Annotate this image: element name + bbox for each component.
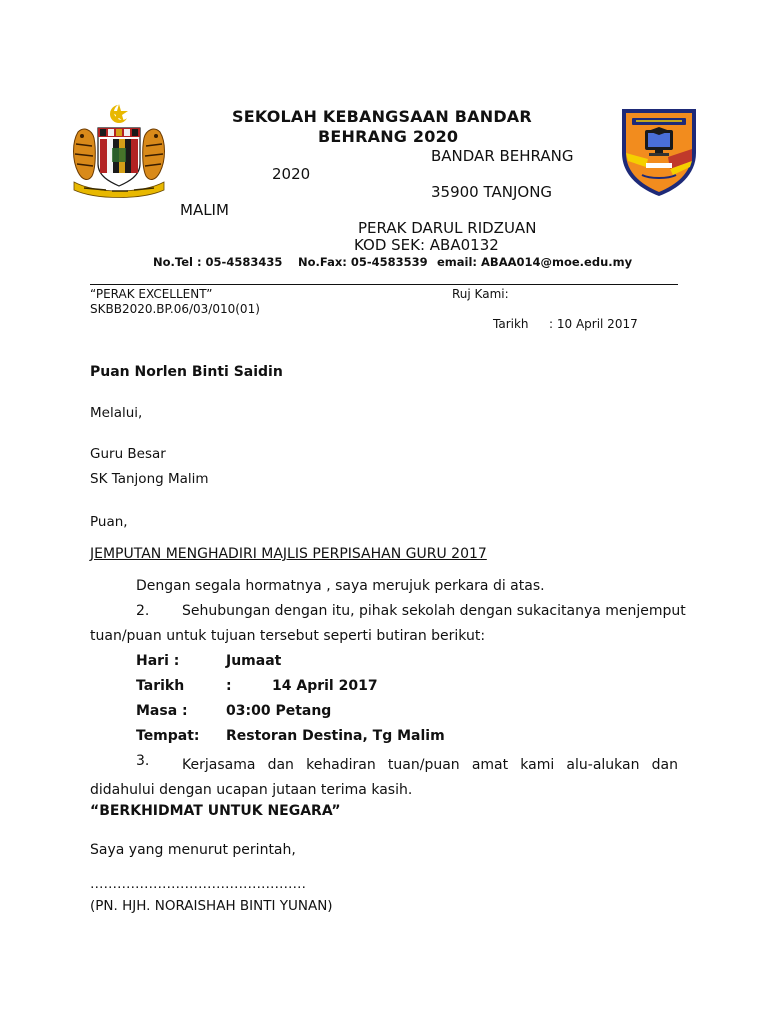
contact-tel: No.Tel : 05-4583435 — [153, 255, 283, 269]
tarikh-label: Tarikh — [493, 317, 529, 331]
tarikh-value: : 10 April 2017 — [549, 317, 638, 331]
detail-tarikh-colon: : — [226, 678, 232, 694]
recipient-school: SK Tanjong Malim — [90, 471, 209, 487]
signature-line: ………………………………………… — [90, 876, 306, 892]
school-name-line1: SEKOLAH KEBANGSAAN BANDAR — [232, 107, 532, 126]
school-code: KOD SEK: ABA0132 — [354, 236, 499, 254]
address-line-2020: 2020 — [272, 165, 311, 183]
motto: “PERAK EXCELLENT” — [90, 287, 213, 301]
school-crest-icon — [618, 103, 700, 199]
coat-of-arms-icon — [66, 102, 172, 202]
paragraph-2-rest: tuan/puan untuk tujuan tersebut seperti butiran berikut: — [90, 628, 486, 644]
detail-hari-value: Jumaat — [226, 653, 282, 669]
detail-hari-label: Hari : — [136, 653, 180, 669]
ruj-label: Ruj Kami: — [452, 287, 509, 301]
paragraph-2-first-line: Sehubungan dengan itu, pihak sekolah dengan sukacitanya menjemput — [182, 603, 686, 619]
detail-tempat-value: Restoran Destina, Tg Malim — [226, 728, 445, 744]
detail-tempat-label: Tempat: — [136, 728, 200, 744]
contact-email: email: ABAA014@moe.edu.my — [437, 255, 633, 269]
header-divider — [90, 284, 678, 285]
detail-masa-value: 03:00 Petang — [226, 703, 332, 719]
slogan: “BERKHIDMAT UNTUK NEGARA” — [90, 803, 341, 819]
salutation: Puan, — [90, 514, 128, 530]
recipient-name: Puan Norlen Binti Saidin — [90, 364, 283, 380]
detail-tarikh-label: Tarikh — [136, 678, 185, 694]
address-line-malim: MALIM — [180, 201, 229, 219]
recipient-via: Melalui, — [90, 405, 143, 421]
address-line-state: PERAK DARUL RIDZUAN — [358, 219, 537, 237]
recipient-title: Guru Besar — [90, 446, 166, 462]
paragraph-1: Dengan segala hormatnya , saya merujuk perkara di atas. — [136, 578, 545, 594]
detail-masa-label: Masa : — [136, 703, 188, 719]
address-line-town: BANDAR BEHRANG — [431, 147, 574, 165]
closing-line: Saya yang menurut perintah, — [90, 842, 296, 858]
ruj-number: SKBB2020.BP.06/03/010(01) — [90, 302, 260, 316]
paragraph-2-number: 2. — [136, 603, 150, 619]
paragraph-3-text: Kerjasama dan kehadiran tuan/puan amat kami alu-alukan dan didahului dengan ucapan jutaan terima kasih. — [90, 757, 678, 798]
signatory-name: (PN. HJH. NORAISHAH BINTI YUNAN) — [90, 898, 333, 914]
subject-line: JEMPUTAN MENGHADIRI MAJLIS PERPISAHAN GURU 2017 — [90, 546, 487, 562]
address-line-postcode: 35900 TANJONG — [431, 183, 553, 201]
detail-tarikh-value: 14 April 2017 — [272, 678, 378, 694]
paragraph-3-number: 3. — [136, 753, 150, 769]
school-name-line2: BEHRANG 2020 — [318, 127, 459, 146]
contact-fax: No.Fax: 05-4583539 — [298, 255, 428, 269]
